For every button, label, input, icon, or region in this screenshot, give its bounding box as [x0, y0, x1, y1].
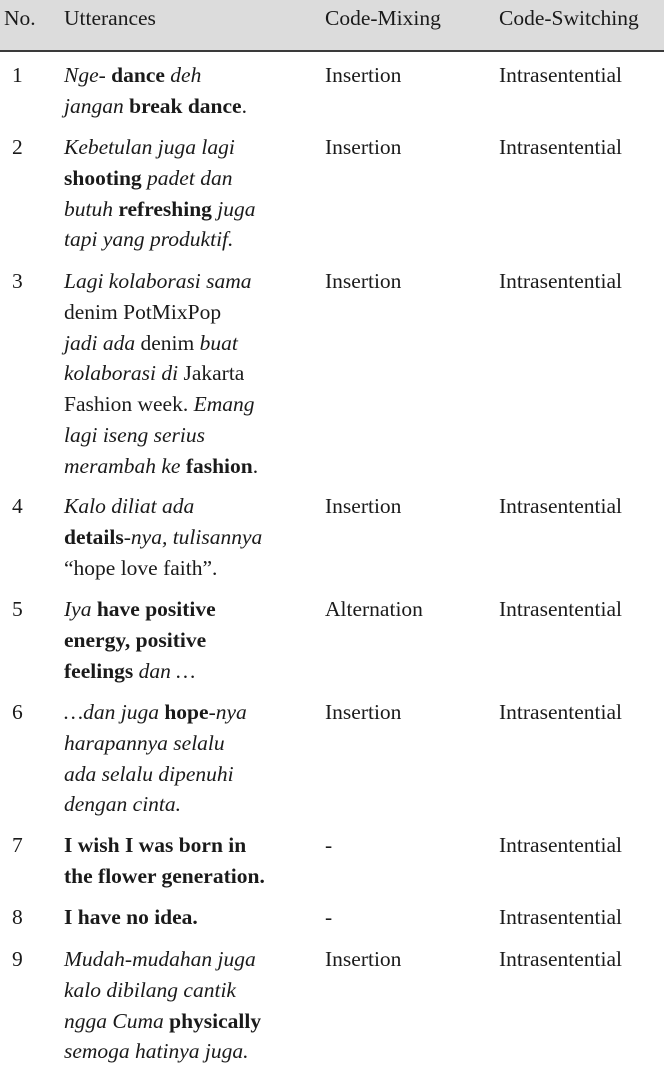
utterance-segment: break dance: [129, 93, 242, 118]
utterance-segment: Jakarta: [178, 361, 245, 386]
utterance-text: [64, 944, 309, 1067]
utterance-segment: the flower generation.: [64, 863, 265, 888]
utterance-line: [64, 451, 309, 482]
utterance-line: [64, 522, 309, 553]
code-switching-value: Intrasentential: [499, 63, 622, 87]
utterance-segment: Nge-: [64, 63, 106, 87]
utterance-segment: have positive: [96, 597, 216, 621]
row-number: 1: [12, 63, 23, 87]
utterance-segment: deh: [170, 63, 202, 87]
row-number: 7: [12, 833, 23, 857]
utterance-segment: jadi ada: [64, 330, 136, 355]
utterance-segment: dan …: [138, 658, 196, 683]
utterance-line: [64, 132, 309, 163]
utterance-line: [64, 389, 309, 420]
code-switching-value: Intrasentential: [499, 947, 622, 971]
utterance-segment: lagi iseng serius: [64, 422, 205, 447]
utterance-line: [64, 1006, 309, 1037]
utterance-line: [64, 420, 309, 451]
utterance-segment: Iya: [64, 597, 92, 621]
utterance-line: [64, 697, 309, 728]
utterance-segment: dance: [111, 63, 165, 87]
utterance-line: [64, 224, 309, 255]
utterance-segment: hope: [164, 700, 209, 724]
utterance-segment: Mudah-mudahan juga: [64, 947, 256, 971]
utterance-segment: refreshing: [118, 196, 212, 221]
utterance-segment: juga: [217, 196, 256, 221]
utterance-text: [64, 60, 309, 122]
utterance-segment: fashion: [185, 453, 253, 478]
utterance-line: [64, 163, 309, 194]
utterance-segment: ngga Cuma: [64, 1008, 164, 1033]
header-divider: [0, 50, 664, 52]
code-mixing-value: Insertion: [325, 700, 402, 724]
utterance-segment: …dan juga: [64, 700, 159, 724]
code-mixing-value: Insertion: [325, 269, 402, 293]
utterance-segment: denim: [135, 330, 200, 355]
utterance-segment: Lagi kolaborasi sama: [64, 269, 252, 293]
utterance-segment: kolaborasi di: [64, 361, 179, 386]
utterance-segment: Fashion week.: [64, 392, 194, 417]
code-mixing-value: -: [325, 833, 333, 857]
row-number: 4: [12, 494, 23, 518]
row-number: 6: [12, 700, 23, 724]
row-number: 8: [12, 905, 23, 929]
utterance-line: [64, 266, 309, 297]
utterance-text: [64, 491, 309, 583]
utterance-segment: ada selalu dipenuhi: [64, 761, 234, 786]
utterance-segment: harapannya selalu: [64, 730, 225, 755]
utterance-segment: denim PotMixPop: [64, 299, 222, 324]
utterance-line: [64, 789, 309, 820]
code-mixing-value: Alternation: [325, 597, 423, 621]
utterance-text: [64, 132, 309, 255]
utterance-line: [64, 553, 309, 584]
utterance-line: [64, 656, 309, 687]
utterance-segment: I have no idea.: [64, 905, 198, 929]
code-switching-value: Intrasentential: [499, 833, 622, 857]
code-switching-value: Intrasentential: [499, 700, 622, 724]
utterance-line: [64, 358, 309, 389]
utterance-line: [64, 194, 309, 225]
header-code-switching: Code-Switching: [499, 6, 639, 30]
code-switching-value: Intrasentential: [499, 135, 622, 159]
header-code-mixing: Code-Mixing: [325, 6, 441, 30]
utterance-segment: nya, tulisannya: [130, 524, 263, 549]
row-number: 2: [12, 135, 23, 159]
utterance-segment: “hope love faith”.: [64, 555, 218, 580]
utterance-line: [64, 491, 309, 522]
code-mixing-value: Insertion: [325, 494, 402, 518]
code-mixing-value: -: [325, 905, 333, 929]
utterance-line: [64, 91, 309, 122]
utterance-text: [64, 697, 309, 820]
utterance-segment: tapi yang produktif.: [64, 227, 234, 252]
utterance-line: [64, 328, 309, 359]
header-utterances: Utterances: [64, 6, 156, 30]
utterance-segment: jangan: [64, 93, 124, 118]
utterance-segment: Kebetulan juga lagi: [64, 135, 235, 159]
utterance-segment: Kalo diliat ada: [64, 494, 195, 518]
utterance-segment: .: [252, 453, 259, 478]
utterance-line: [64, 1036, 309, 1067]
utterance-line: [64, 728, 309, 759]
utterance-segment: feelings: [64, 658, 134, 683]
utterance-line: [64, 830, 309, 861]
code-switching-value: Intrasentential: [499, 494, 622, 518]
code-mixing-value: Insertion: [325, 135, 402, 159]
code-switching-value: Intrasentential: [499, 269, 622, 293]
utterance-line: [64, 902, 309, 933]
utterance-text: [64, 902, 309, 933]
code-mixing-value: Insertion: [325, 947, 402, 971]
utterance-text: [64, 594, 309, 686]
utterance-segment: -: [208, 700, 216, 724]
code-switching-value: Intrasentential: [499, 905, 622, 929]
utterance-text: [64, 266, 309, 482]
table-header: [0, 0, 664, 50]
row-number: 9: [12, 947, 23, 971]
utterance-segment: dengan cinta.: [64, 792, 182, 817]
utterance-text: [64, 830, 309, 892]
utterance-line: [64, 759, 309, 790]
utterance-line: [64, 944, 309, 975]
utterance-segment: butuh: [64, 196, 113, 221]
utterance-segment: Emang: [193, 392, 255, 417]
utterance-line: [64, 60, 309, 91]
utterance-line: [64, 625, 309, 656]
utterance-line: [64, 297, 309, 328]
row-number: 3: [12, 269, 23, 293]
utterance-segment: details: [64, 524, 124, 549]
code-switching-value: Intrasentential: [499, 597, 622, 621]
utterance-segment: padet dan: [147, 165, 233, 190]
row-number: 5: [12, 597, 23, 621]
utterance-line: [64, 594, 309, 625]
header-no: No.: [4, 6, 36, 30]
utterance-segment: I wish I was born in: [64, 833, 247, 857]
utterance-segment: physically: [169, 1008, 262, 1033]
utterance-line: [64, 861, 309, 892]
utterance-segment: semoga hatinya juga.: [64, 1039, 249, 1064]
utterance-segment: energy, positive: [64, 627, 207, 652]
code-mixing-value: Insertion: [325, 63, 402, 87]
utterance-segment: merambah ke: [64, 453, 181, 478]
utterance-segment: shooting: [64, 165, 142, 190]
utterance-segment: -: [123, 524, 131, 549]
utterance-segment: nya: [215, 700, 247, 724]
utterance-segment: kalo dibilang cantik: [64, 977, 236, 1002]
utterance-segment: buat: [199, 330, 238, 355]
utterance-segment: .: [241, 93, 247, 118]
utterance-line: [64, 975, 309, 1006]
